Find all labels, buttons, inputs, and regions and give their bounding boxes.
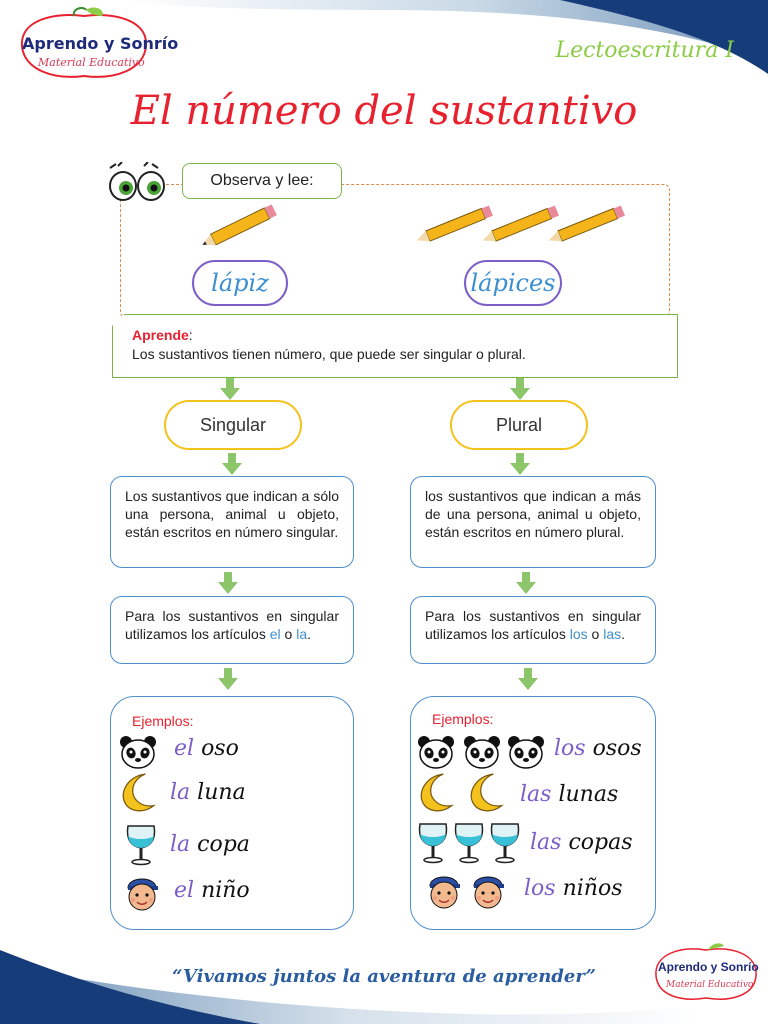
down-arrow-icon bbox=[516, 572, 536, 594]
panda-icon bbox=[118, 734, 158, 770]
glass-icon bbox=[416, 820, 450, 864]
panda-icon bbox=[506, 734, 546, 770]
singular-articles-box: Para los sustantivos en singular utilizamos los artículos el o la. bbox=[110, 596, 354, 664]
pencil-icon bbox=[198, 204, 284, 248]
example-row: la copa bbox=[170, 832, 250, 857]
aprende-title: Aprende: bbox=[132, 327, 193, 343]
moon-icon bbox=[466, 772, 508, 814]
subject-label: Lectoescritura I bbox=[555, 38, 734, 63]
example-row: las copas bbox=[530, 830, 633, 855]
plural-articles-box: Para los sustantivos en singular utilizamos los artículos los o las. bbox=[410, 596, 656, 664]
example-row: los niños bbox=[524, 876, 623, 901]
down-arrow-icon bbox=[222, 453, 242, 475]
panda-icon bbox=[462, 734, 502, 770]
eyes-icon bbox=[106, 162, 168, 202]
observe-label: Observa y lee: bbox=[182, 163, 342, 199]
down-arrow-icon bbox=[218, 572, 238, 594]
page-title: El número del sustantivo bbox=[130, 88, 638, 134]
glass-icon bbox=[452, 820, 486, 864]
pencils-icon bbox=[414, 204, 630, 248]
singular-definition: Los sustantivos que indican a sólo una persona, animal u objeto, están escritos en número singular. bbox=[110, 476, 354, 568]
footer-logo-subtitle: Material Educativo bbox=[666, 980, 754, 990]
example-row: las lunas bbox=[520, 782, 619, 807]
example-row: el oso bbox=[174, 736, 239, 761]
article-la: la bbox=[296, 626, 308, 642]
footer-motto: “Vivamos juntos la aventura de aprender” bbox=[172, 966, 596, 987]
down-arrow-icon bbox=[510, 378, 530, 400]
boy-icon bbox=[122, 872, 162, 912]
footer-logo-title: Aprendo y Sonrío bbox=[658, 960, 759, 974]
plural-pill: Plural bbox=[450, 400, 588, 450]
plural-examples-title: Ejemplos: bbox=[432, 711, 494, 727]
glass-icon bbox=[488, 820, 522, 864]
down-arrow-icon bbox=[510, 453, 530, 475]
plural-word-pill: lápices bbox=[464, 260, 562, 306]
singular-word-pill: lápiz bbox=[192, 260, 288, 306]
aprende-text: Los sustantivos tienen número, que puede ser singular o plural. bbox=[132, 346, 526, 362]
moon-icon bbox=[118, 772, 160, 814]
panda-icon bbox=[416, 734, 456, 770]
moon-icon bbox=[416, 772, 458, 814]
boy-icon bbox=[468, 870, 508, 910]
singular-examples-title: Ejemplos: bbox=[132, 713, 194, 729]
article-los: los bbox=[569, 626, 588, 642]
article-las: las bbox=[603, 626, 622, 642]
down-arrow-icon bbox=[518, 668, 538, 690]
example-row: el niño bbox=[174, 878, 250, 903]
plural-definition: los sustantivos que indican a más de una persona, animal u objeto, están escritos en número plural. bbox=[410, 476, 656, 568]
down-arrow-icon bbox=[218, 668, 238, 690]
glass-icon bbox=[124, 822, 158, 866]
logo-subtitle: Material Educativo bbox=[38, 56, 145, 69]
boy-icon bbox=[424, 870, 464, 910]
singular-pill: Singular bbox=[164, 400, 302, 450]
example-row: la luna bbox=[170, 780, 246, 805]
article-el: el bbox=[269, 626, 281, 642]
down-arrow-icon bbox=[220, 378, 240, 400]
example-row: los osos bbox=[554, 736, 642, 761]
logo-title: Aprendo y Sonrío bbox=[22, 34, 179, 53]
